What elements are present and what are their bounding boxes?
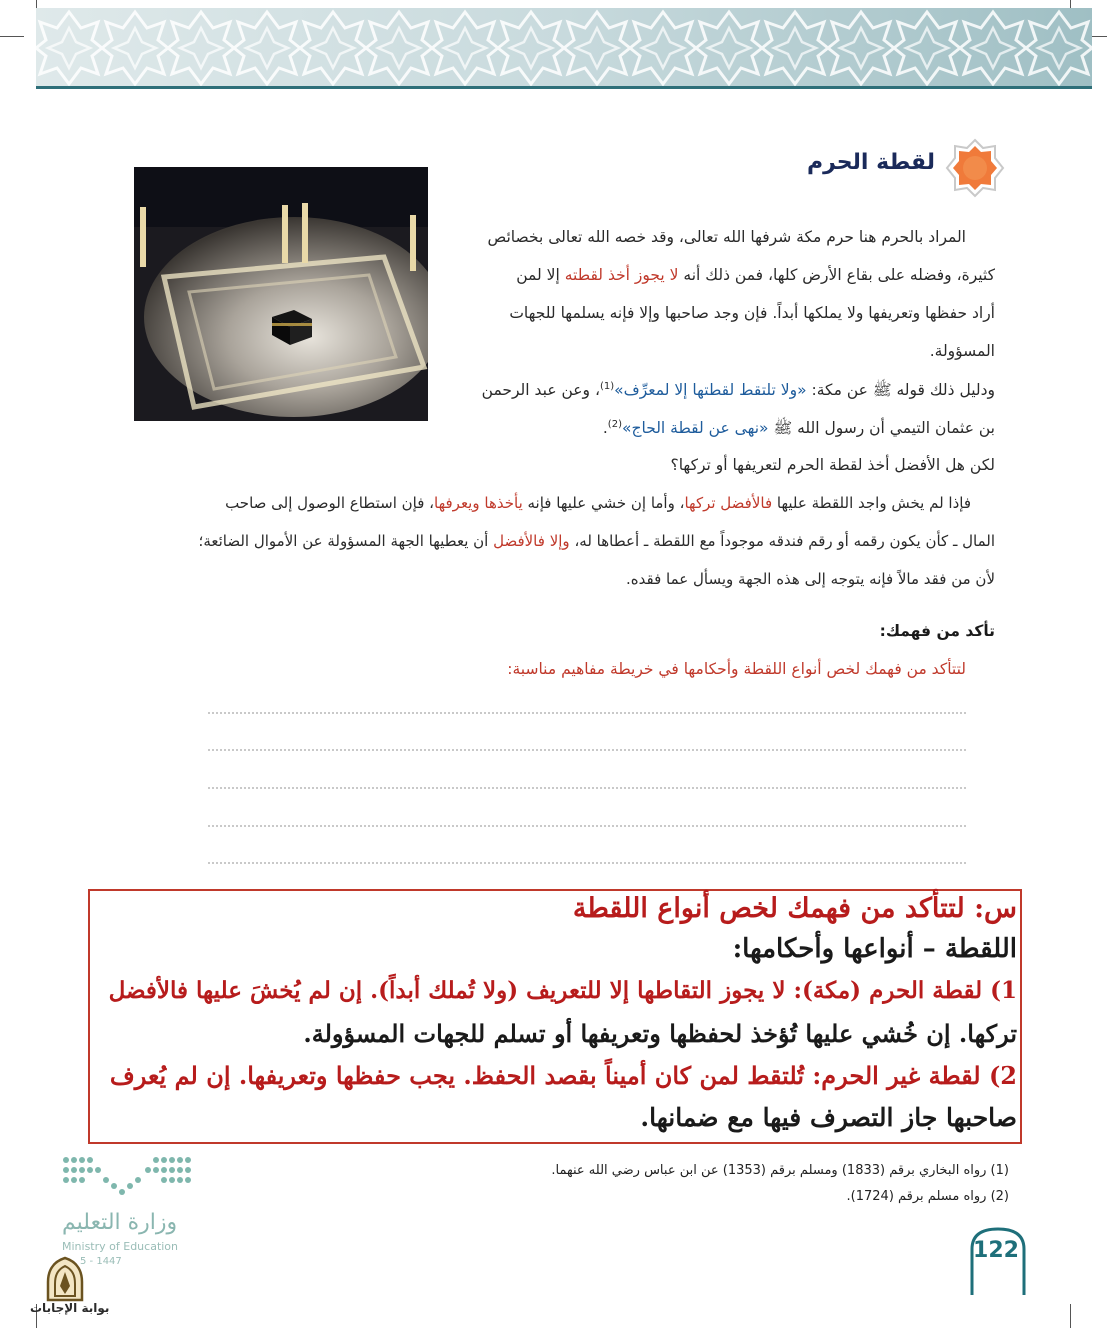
- decorative-banner: [36, 8, 1092, 88]
- answer-line-dotted[interactable]: [208, 862, 966, 864]
- answer-line: صاحبها جاز التصرف فيها مع ضمانها.: [640, 1103, 1017, 1132]
- answer-line-dotted[interactable]: [208, 825, 966, 827]
- page-number: 122: [973, 1238, 1019, 1263]
- text-span: ودليل ذلك قوله ﷺ عن مكة:: [806, 381, 995, 399]
- footnote: (2) رواه مسلم برقم (1724).: [846, 1189, 1009, 1204]
- ministry-logo-icon: [60, 1152, 200, 1202]
- answer-line: 2) لقطة غير الحرم: تُلتقط لمن كان أميناً بقصد الحفظ. يجب حفظها وتعريفها. إن لم يُعرف: [109, 1061, 1017, 1090]
- highlight-red: فالأفضل تركها: [684, 494, 773, 512]
- text-line: [225, 494, 971, 512]
- check-heading: تأكد من فهمك:: [879, 622, 995, 640]
- text-line: [603, 418, 995, 441]
- watermark-text: بوابة الإجابات: [30, 1301, 110, 1315]
- text-line: [199, 532, 995, 550]
- text-span: بن عثمان التيمي أن رسول الله ﷺ: [768, 419, 995, 437]
- highlight-red: لا يجوز أخذ لقطته: [564, 266, 679, 284]
- question-line: لكن هل الأفضل أخذ لقطة الحرم لتعريفها أو تركها؟: [670, 456, 995, 474]
- text-line: المسؤولة.: [929, 342, 995, 360]
- footnote: (1) رواه البخاري برقم (1833) ومسلم برقم (1353) عن ابن عباس رضي الله عنهما.: [551, 1163, 1009, 1178]
- text-line: [482, 380, 995, 403]
- footnote-ref: (1): [599, 380, 615, 392]
- answer-line: 1) لقطة الحرم (مكة): لا يجوز التقاطها إلا للتعريف (ولا تُملك أبداً). إن لم يُخشَ عليها فالأفضل: [108, 977, 1017, 1004]
- text-span: المال ـ كأن يكون رقمه أو رقم فندقه موجوداً مع اللقطة ـ أعطاها له،: [569, 532, 995, 550]
- banner-divider: [36, 86, 1092, 89]
- text-span: ، وعن عبد الرحمن: [481, 381, 600, 399]
- text-line: المراد بالحرم هنا حرم مكة شرفها الله تعالى، وقد خصه الله تعالى بخصائص: [487, 228, 966, 246]
- text-line: [516, 266, 995, 284]
- check-instruction: لتتأكد من فهمك لخص أنواع اللقطة وأحكامها في خريطة مفاهيم مناسبة:: [507, 660, 966, 678]
- answer-line-dotted[interactable]: [208, 787, 966, 789]
- footnotes: [551, 1163, 1009, 1215]
- ministry-name-en: Ministry of Education: [62, 1240, 179, 1253]
- footnote-ref: (2): [607, 418, 622, 430]
- answer-line-dotted[interactable]: [208, 749, 966, 751]
- kaaba-photo: [134, 167, 428, 421]
- text-span: أن يعطيها الجهة المسؤولة عن الأموال الضائعة؛: [198, 532, 494, 550]
- text-span: ، وأما إن خشي عليها فإنه: [522, 494, 685, 512]
- answer-line: اللقطة – أنواعها وأحكامها:: [732, 934, 1017, 964]
- text-span: ، فإن استطاع الوصول إلى صاحب: [225, 494, 435, 512]
- section-title: لقطة الحرم: [807, 150, 935, 175]
- hadith-quote: «نهى عن لقطة الحاج»: [621, 419, 769, 437]
- text-line: أراد حفظها وتعريفها ولا يملكها أبداً. فإن وجد صاحبها وإلا فإنه يسلمها للجهات: [509, 304, 995, 322]
- crop-mark: [1070, 1304, 1071, 1328]
- text-span: إلا لمن: [516, 266, 560, 284]
- pen-nib-icon: [44, 1256, 86, 1304]
- hadith-quote: «ولا تلتقط لقطتها إلا لمعرِّف»: [614, 381, 807, 399]
- answer-line: س: لتتأكد من فهمك لخص أنواع اللقطة: [572, 893, 1017, 924]
- highlight-red: وإلا فالأفضل: [493, 532, 570, 550]
- answer-line-dotted[interactable]: [208, 712, 966, 714]
- ministry-name-ar: وزارة التعليم: [62, 1210, 178, 1235]
- text-span: كثيرة، وفضله على بقاع الأرض كلها، فمن ذلك أنه: [683, 266, 995, 284]
- highlight-red: يأخذها ويعرفها: [434, 494, 523, 512]
- text-span: .: [602, 419, 608, 437]
- answer-line: تركها. إن خُشي عليها تُؤخذ لحفظها وتعريفها أو تسلم للجهات المسؤولة.: [303, 1019, 1017, 1048]
- ministry-year: 5 - 1447: [80, 1256, 122, 1267]
- section-badge-icon: [945, 138, 1005, 198]
- text-span: فإذا لم يخش واجد اللقطة عليها: [772, 494, 971, 512]
- text-line: لأن من فقد مالاً فإنه يتوجه إلى هذه الجهة ويسأل عما فقده.: [626, 570, 995, 588]
- crop-mark: [0, 36, 24, 37]
